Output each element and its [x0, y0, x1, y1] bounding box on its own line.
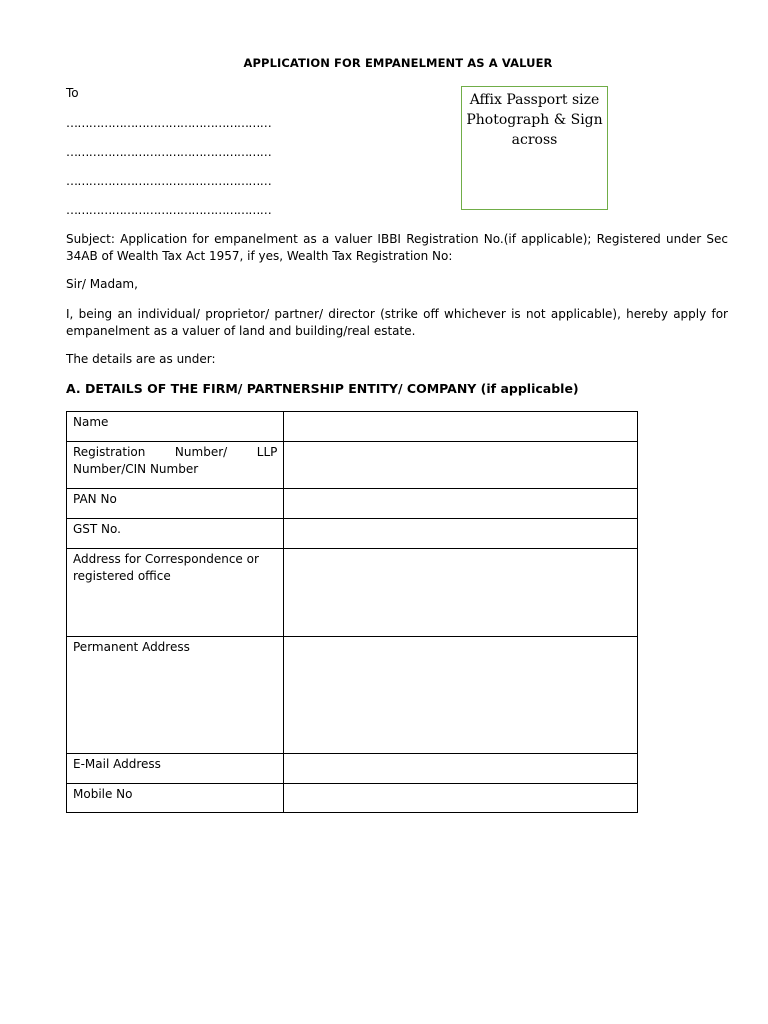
row-label-registration-number — [67, 442, 284, 489]
row-label-gst: GST No. — [67, 519, 284, 549]
registration-number-field[interactable] — [284, 442, 638, 489]
address-line-1[interactable]: ……………………………………………… — [66, 116, 272, 130]
table-row — [67, 489, 638, 519]
mobile-field[interactable] — [284, 784, 638, 813]
address-line-4[interactable]: ……………………………………………… — [66, 203, 272, 217]
address-line-3[interactable]: ……………………………………………… — [66, 174, 272, 188]
to-label: To — [66, 86, 79, 100]
permanent-address-field[interactable] — [284, 637, 638, 754]
table-row — [67, 784, 638, 813]
table-row — [67, 519, 638, 549]
details-intro: The details are as under: — [66, 352, 216, 366]
table-row — [67, 637, 638, 754]
subject-paragraph: Subject: Application for empanelment as a valuer IBBI Registration No.(if applicable); Registered under Sec 34AB of Wealth Tax Act 1957, if yes, Wealth Tax Registration No: — [66, 232, 728, 263]
name-field[interactable] — [284, 412, 638, 442]
passport-photo-box — [461, 86, 608, 210]
photo-box-line-1: Affix Passport size — [469, 92, 600, 108]
row-label-email: E-Mail Address — [67, 754, 284, 784]
table-row — [67, 412, 638, 442]
row-label-pan: PAN No — [67, 489, 284, 519]
row-label-correspondence-address: Address for Correspondence or registered office — [67, 549, 284, 637]
email-field[interactable] — [284, 754, 638, 784]
row-label-name: Name — [67, 412, 284, 442]
row-label-mobile: Mobile No — [67, 784, 284, 813]
registration-label-line-2: Number/CIN Number — [73, 462, 199, 476]
table-row — [67, 442, 638, 489]
registration-label-line-1: Registration Number/ LLP — [73, 445, 278, 459]
photo-box-line-2: Photograph & Sign — [466, 112, 603, 128]
section-a-heading: A. DETAILS OF THE FIRM/ PARTNERSHIP ENTITY/ COMPANY (if applicable) — [66, 381, 579, 396]
address-line-2[interactable]: ……………………………………………… — [66, 145, 272, 159]
row-label-permanent-address: Permanent Address — [67, 637, 284, 754]
gst-field[interactable] — [284, 519, 638, 549]
salutation: Sir/ Madam, — [66, 277, 138, 291]
table-row — [67, 549, 638, 637]
firm-details-table — [66, 411, 638, 813]
photo-box-line-3: across — [511, 132, 558, 148]
pan-field[interactable] — [284, 489, 638, 519]
body-paragraph: I, being an individual/ proprietor/ partner/ director (strike off whichever is not applicable), hereby apply for empanelment as a valuer of land and building/real estate. — [66, 307, 728, 338]
table-row — [67, 754, 638, 784]
document-title: APPLICATION FOR EMPANELMENT AS A VALUER — [243, 56, 553, 70]
correspondence-address-field[interactable] — [284, 549, 638, 637]
